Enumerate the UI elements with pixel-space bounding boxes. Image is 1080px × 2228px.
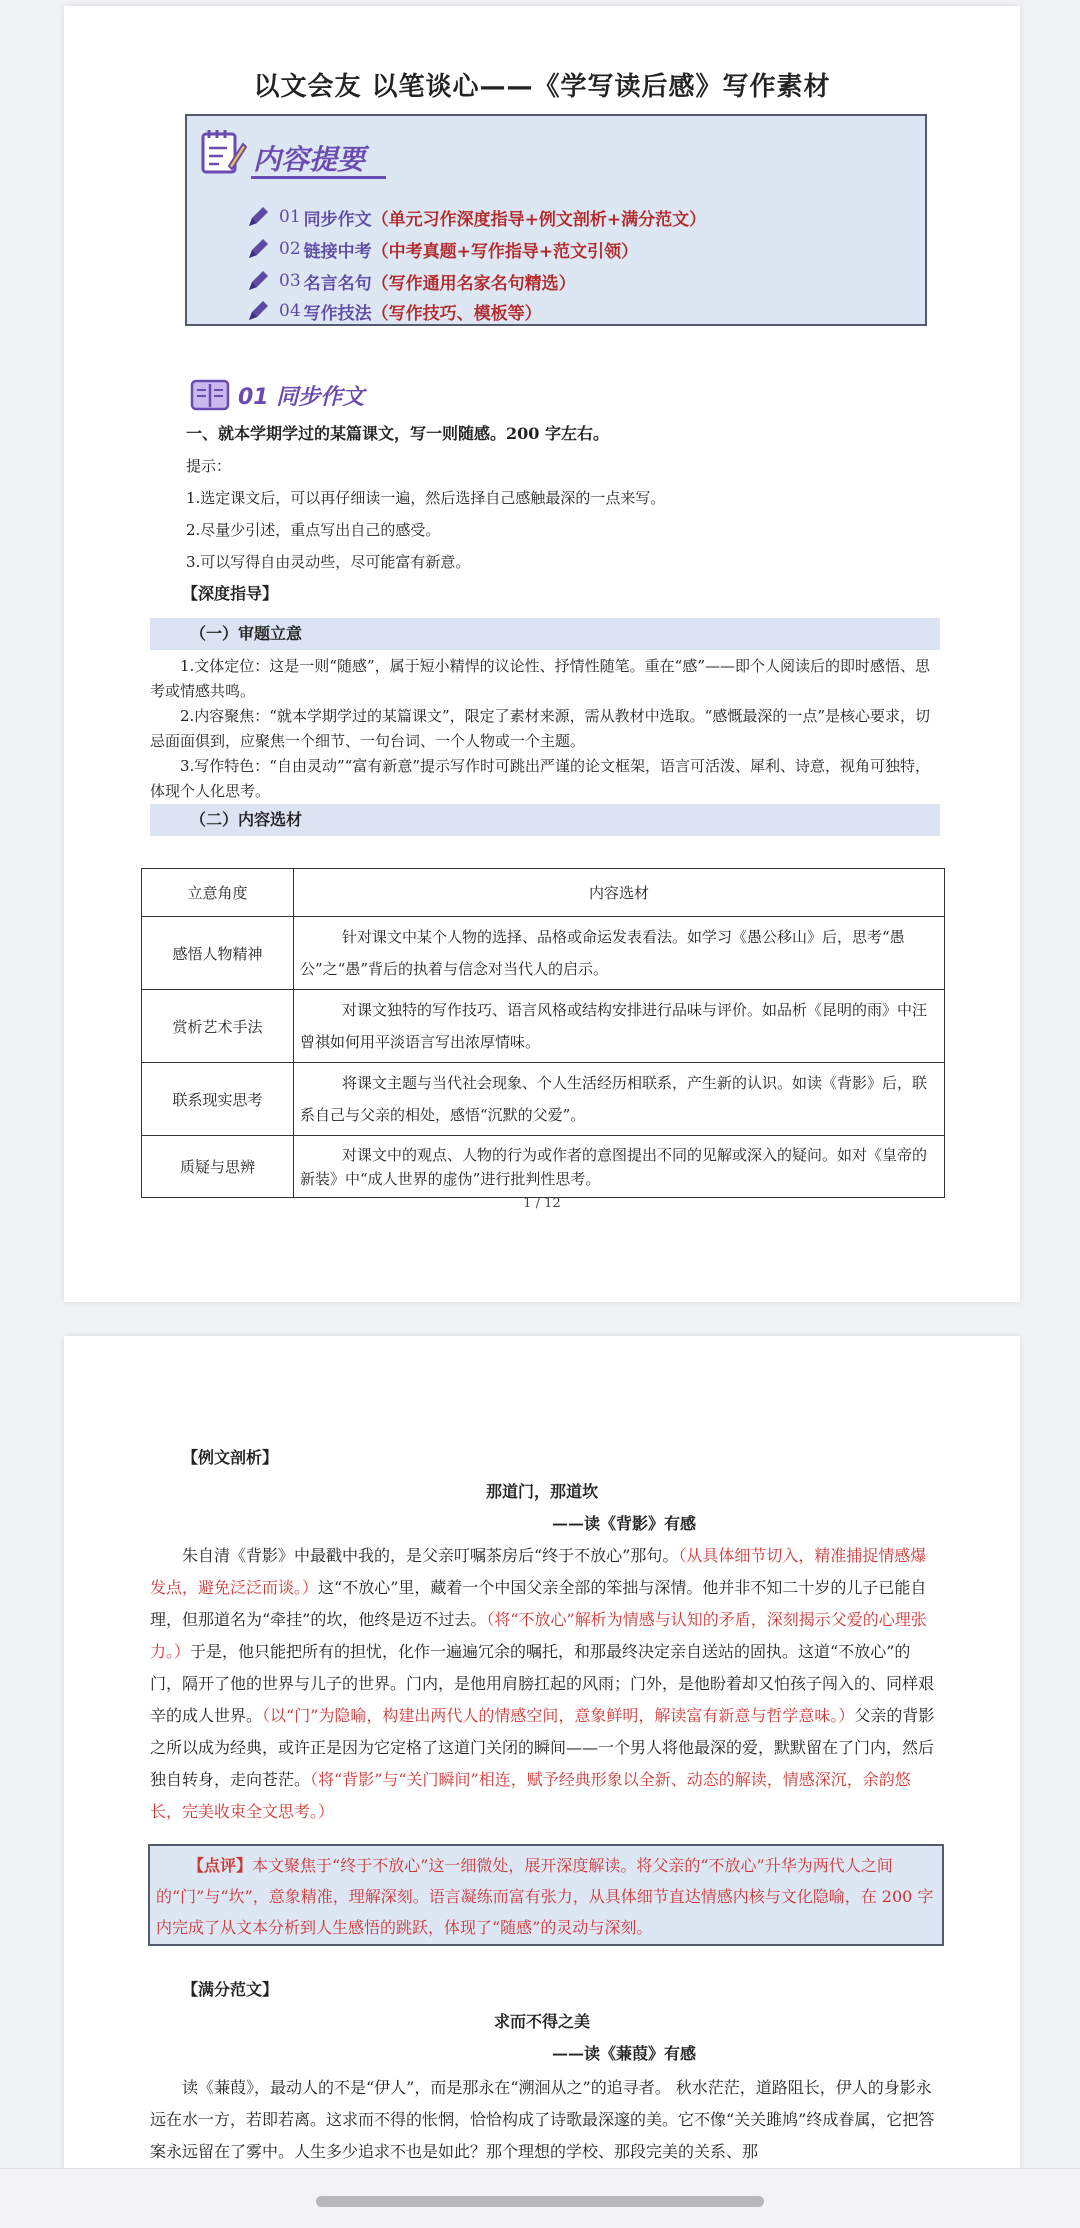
summary-item-number: 04 — [279, 301, 301, 321]
example-text: 朱自清《背影》中最戳中我的，是父亲叮嘱茶房后“终于不放心”那句。 — [182, 1546, 679, 1565]
guide-paragraph: 2.内容聚焦：“就本学期学过的某篇课文”，限定了素材来源，需从教材中选取。“感慨最深的一点”是核心要求，切忌面面俱到，应聚焦一个细节、一句台词、一个人物或一个主题。 — [150, 707, 930, 750]
summary-item-title: 名言名句 — [303, 273, 372, 294]
home-indicator[interactable] — [316, 2196, 764, 2207]
summary-box — [185, 114, 927, 326]
summary-heading — [199, 126, 399, 182]
example-annotation: （从具体细节切入，精准捕捉情感爆发点，避免泛泛而谈。） — [150, 1546, 927, 1597]
table-header: 内容选材 — [294, 869, 945, 917]
pen-icon — [245, 204, 271, 230]
summary-item — [245, 296, 542, 326]
example-subtitle: ——读《背影》有感 — [552, 1514, 697, 1533]
table-cell-angle: 赏析艺术手法 — [142, 990, 294, 1063]
table-cell-angle: 联系现实思考 — [142, 1063, 294, 1136]
table-row — [142, 1063, 945, 1136]
notepad-icon — [199, 126, 247, 176]
book-icon — [190, 378, 230, 412]
summary-item — [245, 234, 638, 264]
document-page-1 — [64, 6, 1020, 1302]
summary-item-number: 01 — [279, 207, 301, 227]
comment-box — [148, 1844, 944, 1946]
topic-table — [141, 868, 945, 1198]
example-annotation: （将“背影”与“关门瞬间”相连，赋予经典形象以全新、动态的解读，情感深沉，余韵悠长，完美收束全文思考。） — [150, 1770, 911, 1821]
document-page-2 — [64, 1336, 1020, 2228]
pen-icon — [245, 268, 271, 294]
table-cell-content: 对课文独特的写作技巧、语言风格或结构安排进行品味与评价。如品析《昆明的雨》中汪曾祺如何用平淡语言写出浓厚情味。 — [294, 990, 945, 1063]
summary-item-number: 03 — [279, 271, 301, 291]
guide-label: 【深度指导】 — [182, 584, 279, 603]
pen-icon — [245, 298, 271, 324]
table-cell-content: 针对课文中某个人物的选择、品格或命运发表看法。如学习《愚公移山》后，思考“愚公”之“愚”背后的执着与信念对当代人的启示。 — [294, 917, 945, 990]
example-title: 那道门，那道坎 — [485, 1482, 598, 1501]
summary-heading-underline — [251, 176, 386, 179]
table-cell-content: 对课文中的观点、人物的行为或作者的意图提出不同的见解或深入的疑问。如对《皇帝的新装》中“成人世界的虚伪”进行批判性思考。 — [294, 1136, 945, 1198]
example-body — [150, 1540, 940, 1828]
example-text: 于是，他只能把所有的担忧，化作一遍遍冗余的嘱托，和那最终决定亲自送站的固执。这道“不放心”的门，隔开了他的世界与儿子的世界。门内，是他用肩膀扛起的风雨；门外，是他盼着却又怕孩子闯入的、同样艰辛的成人世界。 — [150, 1642, 935, 1725]
table-cell-angle: 质疑与思辨 — [142, 1136, 294, 1198]
hint-item: 2.尽量少引述，重点写出自己的感受。 — [186, 521, 441, 539]
summary-item-subtitle: （写作通用名家名句精选） — [371, 273, 576, 294]
subsection-band: （一）审题立意 — [150, 618, 940, 650]
summary-item — [245, 202, 706, 232]
model-body: 读《蒹葭》，最动人的不是“伊人”，而是那永在“溯洄从之”的追寻者。 秋水茫茫，道路阻长，伊人的身影永远在水一方，若即若离。这求而不得的怅惘，恰恰构成了诗歌最深邃的美。它不像“关关雎鸠”终成眷属，它把答案永远留在了雾中。人生多少追求不也是如此？那个理想的学校、那段完美的关系、那 — [150, 2078, 935, 2161]
model-subtitle: ——读《蒹葭》有感 — [552, 2044, 697, 2063]
comment-label: 【点评】 — [188, 1856, 253, 1875]
example-annotation: （以“门”为隐喻，构建出两代人的情感空间，意象鲜明，解读富有新意与哲学意味。） — [262, 1706, 855, 1725]
model-title: 求而不得之美 — [493, 2012, 590, 2031]
example-label: 【例文剖析】 — [182, 1448, 279, 1467]
summary-item-title: 链接中考 — [303, 241, 372, 262]
summary-item-number: 02 — [279, 239, 301, 259]
section-heading-text: 01 同步作文 — [238, 385, 365, 410]
guide-paragraph: 1.文体定位：这是一则“随感”，属于短小精悍的议论性、抒情性随笔。重在“感”——即个人阅读后的即时感悟、思考或情感共鸣。 — [150, 657, 930, 700]
pen-icon — [245, 236, 271, 262]
guide-paragraph: 3.写作特色：“自由灵动”“富有新意”提示写作时可跳出严谨的论文框架，语言可活泼、犀利、诗意，视角可独特，体现个人化思考。 — [150, 757, 930, 800]
page-number: 1 / 12 — [523, 1196, 561, 1211]
hint-label: 提示： — [186, 457, 232, 475]
summary-item-subtitle: （中考真题+写作指导+范文引领） — [371, 241, 639, 262]
summary-item-subtitle: （写作技巧、模板等） — [371, 303, 542, 324]
table-row — [142, 917, 945, 990]
summary-heading-text: 内容提要 — [253, 143, 366, 176]
summary-item-subtitle: （单元习作深度指导+例文剖析+满分范文） — [371, 209, 707, 230]
hint-item: 1.选定课文后，可以再仔细读一遍，然后选择自己感触最深的一点来写。 — [186, 489, 666, 507]
table-header-row — [142, 869, 945, 917]
document-title: 以文会友 以笔谈心——《学写读后感》写作素材 — [253, 72, 831, 102]
task-statement: 一、就本学期学过的某篇课文，写一则随感。200 字左右。 — [186, 424, 609, 443]
comment-text: 本文聚焦于“终于不放心”这一细微处，展开深度解读。将父亲的“不放心”升华为两代人之间的“门”与“坎”，意象精准，理解深刻。语言凝练而富有张力，从具体细节直达情感内核与文化隐喻，在 200 字内完成了从文本分析到人生感悟的跳跃，体现了“随感”的灵动与深刻。 — [156, 1856, 934, 1937]
table-row — [142, 990, 945, 1063]
summary-item — [245, 266, 576, 296]
summary-item-title: 写作技法 — [303, 303, 372, 324]
summary-item-title: 同步作文 — [303, 209, 372, 230]
hint-item: 3.可以写得自由灵动些，尽可能富有新意。 — [186, 553, 471, 571]
table-cell-content: 将课文主题与当代社会现象、个人生活经历相联系，产生新的认识。如读《背影》后，联系自己与父亲的相处，感悟“沉默的父爱”。 — [294, 1063, 945, 1136]
example-annotation: （将“不放心”解析为情感与认知的矛盾，深刻揭示父爱的心理张力。） — [150, 1610, 927, 1661]
model-label: 【满分范文】 — [182, 1980, 279, 1999]
table-cell-angle: 感悟人物精神 — [142, 917, 294, 990]
table-row — [142, 1136, 945, 1198]
section-heading — [190, 376, 450, 416]
table-header: 立意角度 — [142, 869, 294, 917]
subsection-band: （二）内容选材 — [150, 804, 940, 836]
example-text: 父亲的背影之所以成为经典，或许正是因为它定格了这道门关闭的瞬间——一个男人将他最深的爱，默默留在了门内，然后独自转身，走向苍茫。 — [150, 1706, 935, 1789]
example-text: 这“不放心”里，藏着一个中国父亲全部的笨拙与深情。他并非不知二十岁的儿子已能自理，但那道名为“牵挂”的坎，他终是迈不过去。 — [150, 1578, 927, 1629]
